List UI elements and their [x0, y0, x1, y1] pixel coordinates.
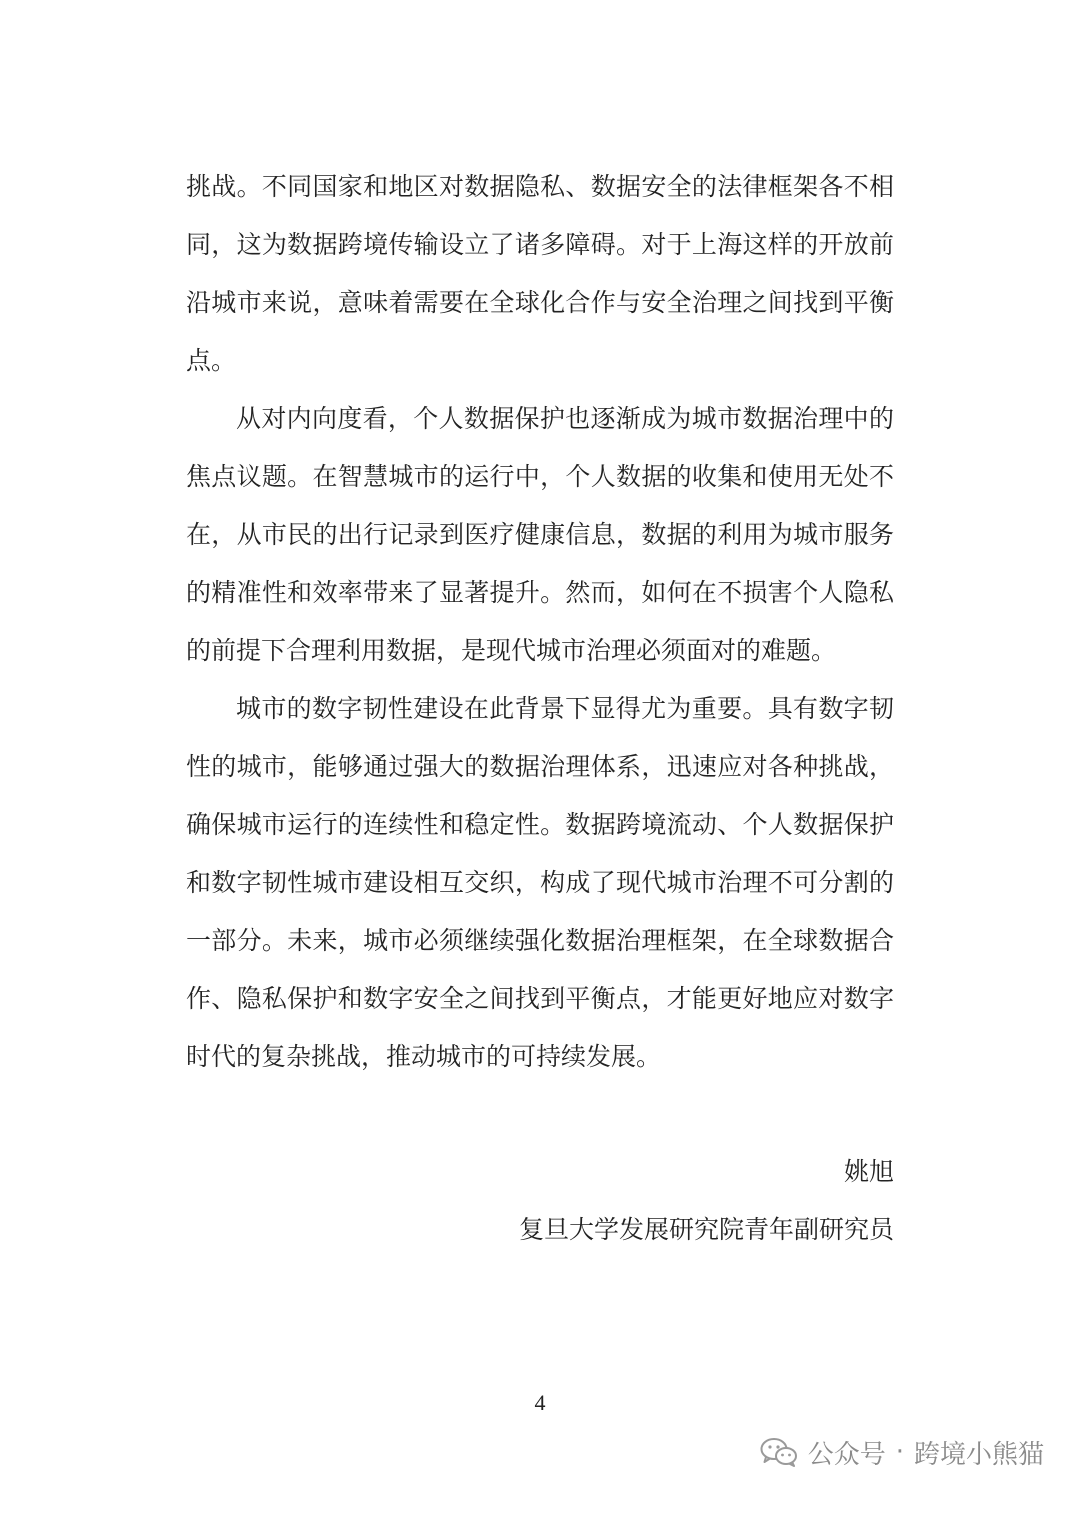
author-affiliation: 复旦大学发展研究院青年副研究员	[518, 1215, 894, 1244]
wechat-icon	[760, 1437, 798, 1467]
paragraph-3-line-6: 作、隐私保护和数字安全之间找到平衡点，才能更好地应对数字	[186, 984, 894, 1013]
paragraph-1-line-2: 同，这为数据跨境传输设立了诸多障碍。对于上海这样的开放前	[186, 230, 894, 259]
paragraph-2-line-2: 焦点议题。在智慧城市的运行中，个人数据的收集和使用无处不	[186, 462, 894, 491]
paragraph-2-line-4: 的精准性和效率带来了显著提升。然而，如何在不损害个人隐私	[186, 578, 894, 607]
paragraph-3-line-7: 时代的复杂挑战，推动城市的可持续发展。	[186, 1042, 662, 1071]
wechat-watermark	[760, 1430, 1044, 1474]
paragraph-1-line-3: 沿城市来说，意味着需要在全球化合作与安全治理之间找到平衡	[186, 288, 894, 317]
author-name: 姚旭	[843, 1157, 894, 1186]
paragraph-3-line-2: 性的城市，能够通过强大的数据治理体系，迅速应对各种挑战，	[186, 752, 894, 781]
page-number: 4	[534, 1390, 546, 1415]
watermark-account: 跨境小熊猫	[913, 1439, 1044, 1470]
paragraph-3-line-5: 一部分。未来，城市必须继续强化数据治理框架，在全球数据合	[186, 926, 894, 955]
paragraph-3-line-4: 和数字韧性城市建设相互交织，构成了现代城市治理不可分割的	[186, 868, 894, 897]
paragraph-1-line-1: 挑战。不同国家和地区对数据隐私、数据安全的法律框架各不相	[186, 172, 894, 201]
paragraph-3-line-1: 城市的数字韧性建设在此背景下显得尤为重要。具有数字韧	[236, 694, 894, 723]
paragraph-1-line-4: 点。	[186, 346, 237, 375]
paragraph-3-line-3: 确保城市运行的连续性和稳定性。数据跨境流动、个人数据保护	[186, 810, 894, 839]
paragraph-2-line-1: 从对内向度看，个人数据保护也逐渐成为城市数据治理中的	[236, 404, 894, 433]
paragraph-2-line-3: 在，从市民的出行记录到医疗健康信息，数据的利用为城市服务	[186, 520, 894, 549]
paragraph-2-line-5: 的前提下合理利用数据，是现代城市治理必须面对的难题。	[186, 636, 837, 665]
watermark-label: 公众号	[807, 1439, 886, 1470]
watermark-separator: ·	[895, 1437, 904, 1467]
